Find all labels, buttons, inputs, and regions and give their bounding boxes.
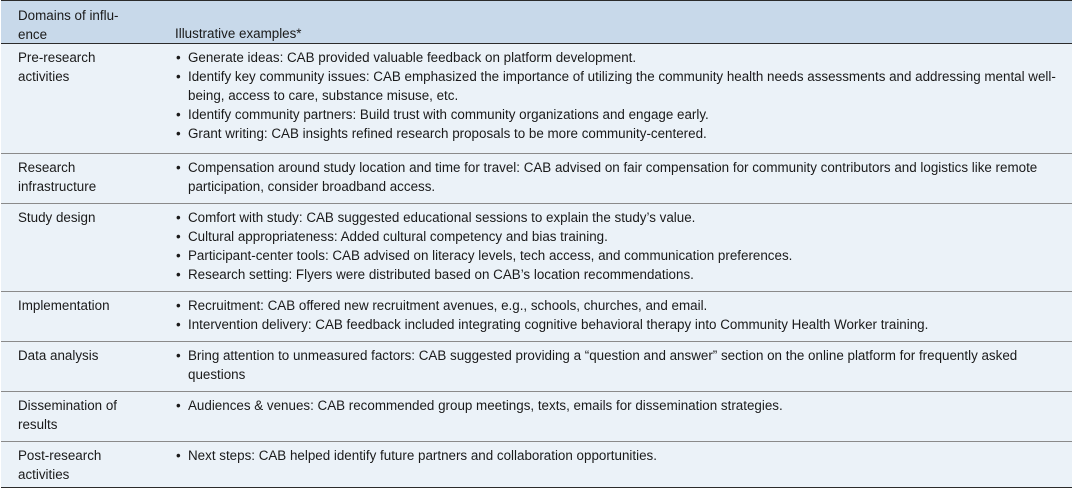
table-row	[1, 392, 1072, 442]
table-row	[1, 44, 1072, 154]
table-row	[1, 342, 1072, 392]
table-row	[1, 442, 1072, 487]
list-item: • Cultural appropriateness: Added cultural competency and bias training.	[176, 227, 1064, 246]
table-row	[1, 204, 1072, 292]
examples-list	[176, 346, 1064, 384]
list-item: • Comfort with study: CAB suggested educational sessions to explain the study’s value.	[176, 208, 1064, 227]
examples-list	[176, 296, 1064, 334]
list-item: • Identify key community issues: CAB emphasized the importance of utilizing the community health needs assessments and addressing mental well-being, access to care, substance misuse, etc.	[176, 67, 1064, 105]
examples-cell	[165, 204, 1072, 291]
header-domains: Domains of influ- ence	[18, 8, 119, 42]
list-item: • Grant writing: CAB insights refined research proposals to be more community-centered.	[176, 124, 1064, 143]
table-row	[1, 292, 1072, 342]
examples-cell	[121, 44, 1072, 153]
examples-list	[176, 48, 1064, 143]
examples-list	[176, 396, 1064, 415]
domain-cell: Study design	[18, 210, 96, 225]
examples-cell	[121, 442, 1072, 487]
domain-cell: Post-research activities	[18, 448, 102, 482]
domain-cell: Research infrastructure	[18, 160, 97, 194]
examples-cell	[165, 342, 1072, 391]
table-body	[1, 44, 1072, 487]
examples-cell	[121, 154, 1072, 203]
examples-list	[176, 446, 1064, 465]
list-item: • Audiences & venues: CAB recommended group meetings, texts, emails for dissemination strategies.	[176, 396, 1064, 415]
list-item: • Research setting: Flyers were distributed based on CAB’s location recommendations.	[176, 265, 1064, 284]
table-row	[1, 154, 1072, 204]
list-item: • Bring attention to unmeasured factors: CAB suggested providing a “question and answer” section on the online platform for frequently asked questions	[176, 346, 1064, 384]
domain-cell: Implementation	[18, 298, 110, 313]
list-item: • Generate ideas: CAB provided valuable feedback on platform development.	[176, 48, 1064, 67]
domain-cell: Pre-research activities	[18, 50, 96, 84]
list-item: • Next steps: CAB helped identify future partners and collaboration opportunities.	[176, 446, 1064, 465]
list-item: • Recruitment: CAB offered new recruitment avenues, e.g., schools, churches, and email.	[176, 296, 1064, 315]
domain-cell: Data analysis	[18, 348, 99, 363]
header-examples: Illustrative examples*	[175, 26, 302, 41]
examples-list	[176, 158, 1064, 196]
list-item: • Identify community partners: Build trust with community organizations and engage early.	[176, 105, 1064, 124]
examples-list	[176, 208, 1064, 284]
table-header	[1, 1, 1072, 44]
domains-table	[1, 0, 1072, 488]
examples-cell	[121, 392, 1072, 441]
examples-cell	[165, 292, 1072, 341]
list-item: • Compensation around study location and time for travel: CAB advised on fair compensation for community contributors and logistics like remote participation, consider broadband access.	[176, 158, 1064, 196]
list-item: • Intervention delivery: CAB feedback included integrating cognitive behavioral therapy into Community Health Worker training.	[176, 315, 1064, 334]
domain-cell: Dissemination of results	[18, 398, 117, 432]
list-item: • Participant-center tools: CAB advised on literacy levels, tech access, and communication preferences.	[176, 246, 1064, 265]
